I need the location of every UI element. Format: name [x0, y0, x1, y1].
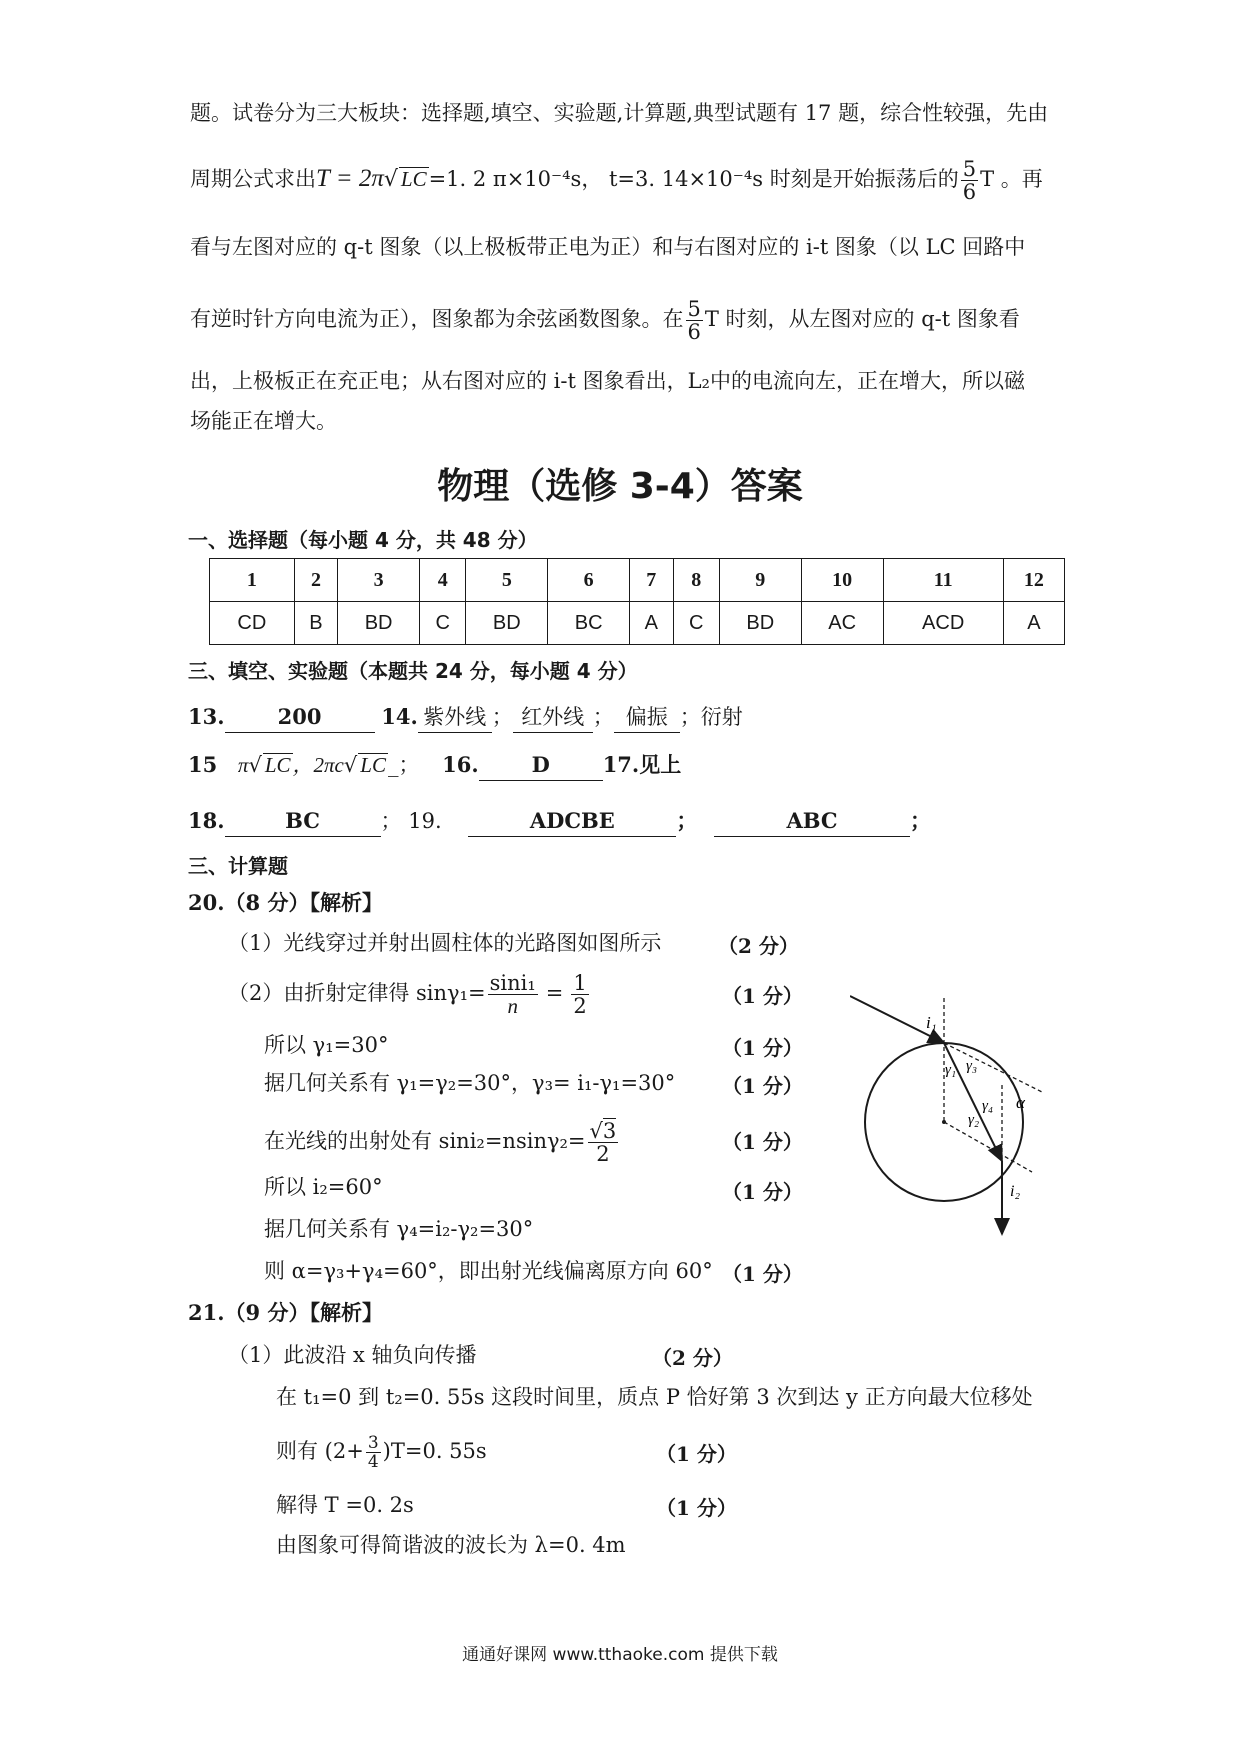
answer-14-3: 偏振 [614, 702, 680, 733]
table-cell: BC [548, 602, 630, 645]
table-cell: 4 [420, 559, 466, 602]
table-cell: 11 [883, 559, 1003, 602]
q21-step-3-score: （1 分） [656, 1442, 737, 1466]
q20-step-4: 据几何关系有 γ₁=γ₂=30°，γ₃= i₁-γ₁=30° [264, 1071, 676, 1095]
table-cell: BD [719, 602, 801, 645]
intro-line-2-a: 周期公式求出 [190, 167, 316, 191]
label-gamma2: γ₂ [968, 1112, 980, 1128]
circle-center [942, 1120, 946, 1124]
table-cell: B [294, 602, 337, 645]
answer-14-1: 紫外线 [418, 702, 492, 733]
q21-step-3: 则有 (2+ $\frac{3}{4}$ )T=0. 55s [276, 1433, 487, 1472]
table-cell: BD [338, 602, 420, 645]
q20-step-2-score: （1 分） [722, 984, 803, 1008]
section-calc-heading: 三、计算题 [188, 854, 288, 878]
q21-step-1: （1）此波沿 x 轴负向传播 [228, 1343, 477, 1367]
label-i2: i₂ [1010, 1183, 1021, 1200]
q20-step-1: （1）光线穿过并射出圆柱体的光路图如图所示 [228, 931, 662, 955]
intro-line-6: 场能正在增大。 [190, 409, 337, 433]
q20-step-3-score: （1 分） [722, 1036, 803, 1060]
table-cell: AC [801, 602, 883, 645]
refraction-diagram [850, 990, 1070, 1250]
intro-line-2: 周期公式求出T = 2π√ LC=1. 2 π×10⁻⁴s， t=3. 14×10⁻⁴s 时刻是开始振荡后的 $\frac{5}{6}$ T 。再 [190, 157, 1043, 204]
fraction-1-2: $\frac{1}{2}$ [573, 971, 587, 1018]
table-cell: 1 [210, 559, 295, 602]
label-gamma3: γ₃ [966, 1058, 978, 1074]
label-gamma1: γ₁ [945, 1062, 957, 1078]
fraction-5-6-b: $\frac{5}{6}$ [687, 297, 701, 344]
sqrt-lc-15: LC [264, 753, 291, 777]
table-cell: A [630, 602, 673, 645]
answer-14-4: 衍射 [700, 705, 743, 729]
q20-heading: 20.（8 分）【解析】 [188, 890, 383, 915]
q20-step-5: 在光线的出射处有 sini₂=nsinγ₂= $\frac{√3}{2}$ [264, 1119, 617, 1166]
label-alpha: α [1016, 1093, 1025, 1112]
table-cell: 7 [630, 559, 673, 602]
q20-step-8-score: （1 分） [722, 1262, 803, 1286]
table-cell: 5 [466, 559, 548, 602]
q20-step-4-score: （1 分） [722, 1074, 803, 1098]
page-footer: 通通好课网 www.tthaoke.com 提供下载 [462, 1645, 778, 1665]
page-title: 物理（选修 3-4）答案 [437, 466, 803, 507]
fraction-3-4: $\frac{3}{4}$ [367, 1433, 379, 1472]
period-formula: T = 2π [316, 165, 384, 192]
q20-step-8: 则 α=γ₃+γ₄=60°，即出射光线偏离原方向 60° [264, 1259, 713, 1283]
answer-14-2: 红外线 [513, 702, 593, 733]
table-cell: 10 [801, 559, 883, 602]
table-cell: ACD [883, 602, 1003, 645]
answer-table-number-row [210, 559, 1065, 602]
answer-table-answer-row [210, 602, 1065, 645]
answer-13: 200 [225, 702, 375, 733]
q21-step-2: 在 t₁=0 到 t₂=0. 55s 这段时间里，质点 P 恰好第 3 次到达 y 正方向最大位移处 [276, 1385, 1033, 1409]
q21-heading: 21.（9 分）【解析】 [188, 1300, 383, 1325]
label-gamma4: γ₄ [982, 1098, 994, 1114]
q21-step-4: 解得 T =0. 2s [276, 1493, 414, 1517]
fraction-5-6: $\frac{5}{6}$ [962, 157, 977, 204]
intro-line-2-c: T 。再 [980, 167, 1043, 191]
answer-17: 17.见上 [602, 752, 682, 777]
answer-19-1: ADCBE [468, 806, 676, 837]
table-cell: CD [210, 602, 295, 645]
q21-step-5: 由图象可得简谐波的波长为 λ=0. 4m [276, 1533, 626, 1557]
q20-step-3: 所以 γ₁=30° [264, 1033, 389, 1057]
table-cell: 2 [294, 559, 337, 602]
table-cell: BD [466, 602, 548, 645]
q20-step-6-score: （1 分） [722, 1180, 803, 1204]
q21-step-4-score: （1 分） [656, 1496, 737, 1520]
label-i1: i₁ [926, 1013, 937, 1032]
answer-table [209, 558, 1065, 645]
fill-line-15-17: 15 π√ LC，2πc√ LC_； 16. D 17.见上 [188, 750, 681, 781]
incident-extension [944, 1043, 1042, 1092]
section-fill-heading: 三、填空、实验题（本题共 24 分，每小题 4 分） [188, 659, 638, 683]
q20-step-6: 所以 i₂=60° [264, 1175, 383, 1199]
table-cell: 12 [1003, 559, 1064, 602]
section-choice-heading: 一、选择题（每小题 4 分，共 48 分） [188, 528, 538, 552]
q20-step-1-score: （2 分） [718, 934, 799, 958]
fraction-sqrt3-2: $\frac{√3}{2}$ [589, 1119, 617, 1166]
table-cell: 8 [673, 559, 719, 602]
intro-line-4: 有逆时针方向电流为正），图象都为余弦函数图象。在 $\frac{5}{6}$ T 时刻，从左图对应的 q-t 图象看 [190, 297, 1020, 344]
sqrt-lc: LC [400, 167, 427, 191]
fill-line-13-14: 13. 200 14. 紫外线 ； 红外线 ； 偏振 ；衍射 [188, 702, 743, 733]
table-cell: A [1003, 602, 1064, 645]
table-cell: 9 [719, 559, 801, 602]
intro-line-3: 看与左图对应的 q-t 图象（以上极板带正电为正）和与右图对应的 i-t 图象（以 LC 回路中 [190, 235, 1026, 259]
intro-line-2-b: =1. 2 π×10⁻⁴s， t=3. 14×10⁻⁴s 时刻是开始振荡后的 [428, 167, 959, 191]
intro-line-1: 题。试卷分为三大板块：选择题,填空、实验题,计算题,典型试题有 17 题，综合性较强，先由 [190, 101, 1049, 125]
answer-18: BC [225, 806, 381, 837]
intro-line-5: 出，上极板正在充正电；从右图对应的 i-t 图象看出，L₂中的电流向左，正在增大，所以磁 [190, 369, 1025, 393]
table-cell: 3 [338, 559, 420, 602]
table-cell: C [673, 602, 719, 645]
fill-line-18-19: 18. BC ； 19. ADCBE ； ABC ； [188, 806, 931, 837]
q20-step-7: 据几何关系有 γ₄=i₂-γ₂=30° [264, 1217, 534, 1241]
q21-step-1-score: （2 分） [652, 1346, 733, 1370]
table-cell: 6 [548, 559, 630, 602]
q20-step-5-score: （1 分） [722, 1130, 803, 1154]
fraction-sini1-n: $\frac{\text{sini₁}}{n}$ [489, 971, 536, 1018]
answer-19-2: ABC [714, 806, 910, 837]
answer-16: D [479, 750, 603, 781]
q20-step-2: （2）由折射定律得 sinγ₁= $\frac{\text{sini₁}}{n}$ = $\frac{1}{2}$ [228, 971, 587, 1018]
table-cell: C [420, 602, 466, 645]
